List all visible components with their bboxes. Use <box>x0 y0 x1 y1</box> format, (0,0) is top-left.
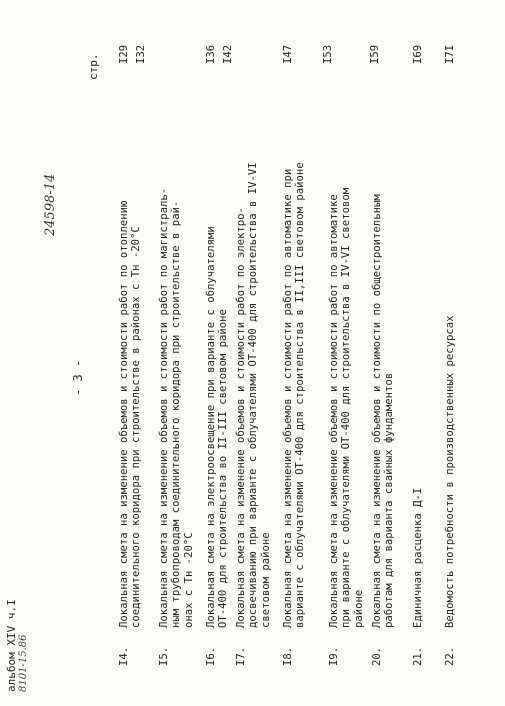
entry-page: I29 <box>118 44 130 64</box>
entry-title-line: при варианте с облучателями ОТ-400 для строительства в IV-VI световом <box>340 187 353 628</box>
entry-number: 22. <box>444 646 456 666</box>
entry-title-line: Локальная смета на электроосвещение при варианте с облучателями <box>205 226 217 628</box>
entry-title-line: ным трубопроводам соединительного коридора при строительстве в рай- <box>170 200 183 628</box>
entry-title-line: ОТ-400 для строительства во II-III световом районе <box>217 309 230 628</box>
entry-title <box>282 73 307 628</box>
entry-title <box>371 73 396 628</box>
entry-title-line: Локальная смета на изменение объемов и стоимости по общестроительным <box>371 194 383 628</box>
entry-title-line: работам для варианта свайных фундаментов <box>383 372 396 628</box>
entry-page: I47 <box>282 44 294 64</box>
entry-title-line: Локальная смета на изменение объемов и стоимости работ по отоплению <box>118 200 130 628</box>
entry-title-line: световом районе <box>259 532 272 628</box>
entry-page: I7I <box>444 44 456 64</box>
entry-title-line: Локальная смета на изменение объемов и стоимости работ по автоматике <box>328 194 340 628</box>
entry-number: 20. <box>371 646 383 666</box>
entry-number: I6. <box>205 646 217 666</box>
entry-title <box>444 73 456 628</box>
entry-number: I4. <box>118 646 130 666</box>
entry-title-line: Локальная смета на изменение объемов и стоимости работ по магистраль- <box>158 187 170 628</box>
page-column-label: стр. <box>87 53 100 80</box>
entry-title <box>235 73 272 628</box>
album-header <box>6 599 31 692</box>
entry-title-line: районе <box>352 589 365 628</box>
entry-title <box>205 73 230 628</box>
entry-page: I36 <box>205 44 217 64</box>
entry-title <box>158 73 195 628</box>
handwritten-code: 24598-14 <box>43 173 58 236</box>
entry-title-line: варианте с облучателями ОТ-400 для строительства в II,III световом районе <box>294 162 307 628</box>
entry-page: I59 <box>369 44 381 64</box>
entry-page: I32 <box>135 44 147 64</box>
entry-number: I5. <box>158 646 170 666</box>
entry-title <box>412 73 424 628</box>
entry-title-line: Ведомость потребности в производственных ресурсах <box>444 315 456 628</box>
entry-title <box>118 73 143 628</box>
entry-number: 21. <box>412 646 424 666</box>
entry-title-line: Локальная смета на изменение объемов и стоимости работ по электро- <box>235 207 247 628</box>
entry-title-line: соединительного коридора при строительстве в районах с Тн -20°С <box>130 226 143 628</box>
entry-title-line: онах с Тн -20°С <box>182 532 195 628</box>
page-number: - 3 - <box>71 359 85 396</box>
album-line: альбом XIV ч.I <box>5 599 18 692</box>
album-code: 8101-15.86 <box>18 634 30 692</box>
entry-page: I53 <box>322 44 334 64</box>
entry-number: I7. <box>235 646 247 666</box>
entry-page: I42 <box>222 44 234 64</box>
entry-title-line: Единичная расценка Д-I <box>412 487 424 628</box>
entry-number: I9. <box>328 646 340 666</box>
entry-page: I69 <box>412 44 424 64</box>
entry-title-line: досвечиванию при варианте с облучателями ОТ-400 для строительства в IV-VI <box>247 162 260 628</box>
entry-title <box>328 73 365 628</box>
entry-title-line: Локальная смета на изменение объемов и стоимости работ по автоматике при <box>282 168 294 628</box>
entry-number: I8. <box>282 646 294 666</box>
